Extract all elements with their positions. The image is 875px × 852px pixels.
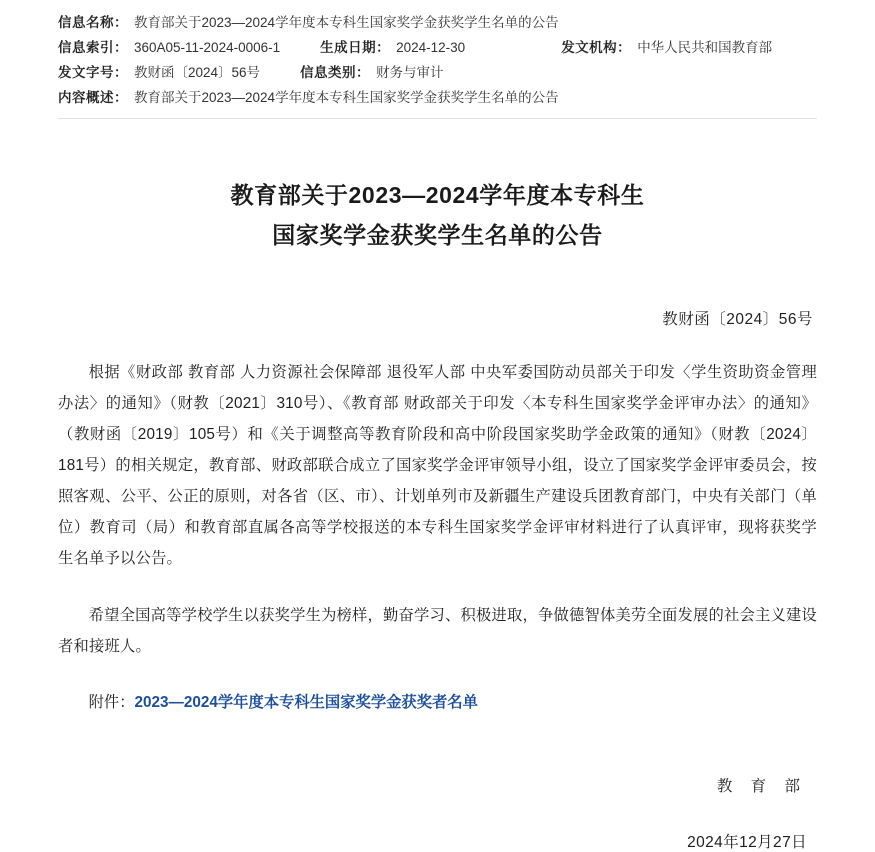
metadata-label-category: 信息类别： [300, 65, 371, 80]
attachment-label: 附件： [88, 694, 135, 711]
metadata-label-doc-number: 发文字号： [58, 65, 128, 80]
metadata-value-doc-number: 教财函〔2024〕56号 [134, 65, 261, 80]
metadata-label-info-name: 信息名称： [58, 15, 128, 30]
metadata-row-index [58, 37, 817, 59]
metadata-label-info-index: 信息索引： [58, 40, 128, 55]
metadata-label-create-date: 生成日期： [320, 40, 391, 55]
metadata-value-create-date: 2024-12-30 [396, 40, 466, 55]
metadata-row-name [58, 12, 817, 34]
metadata-value-category: 财务与审计 [376, 65, 444, 80]
body-paragraph-2: 希望全国高等学校学生以获奖学生为榜样，勤奋学习、积极进取，争做德智体美劳全面发展的社会主义建设者和接班人。 [58, 607, 817, 655]
document-number: 教财函〔2024〕56号 [662, 311, 813, 328]
signature-issuer: 教 育 部 [716, 778, 807, 795]
metadata-value-issuer: 中华人民共和国教育部 [637, 40, 773, 55]
attachment-link[interactable]: 2023—2024学年度本专科生国家奖学金获奖者名单 [134, 694, 478, 711]
page-title-line-1: 教育部关于2023—2024学年度本专科生 [230, 182, 645, 208]
metadata-value-info-name: 教育部关于2023—2024学年度本专科生国家奖学金获奖学生名单的公告 [134, 15, 559, 30]
metadata-label-summary: 内容概述： [58, 90, 128, 105]
metadata-row-summary [58, 87, 817, 109]
attachment-row [0, 688, 875, 718]
metadata-value-summary: 教育部关于2023—2024学年度本专科生国家奖学金获奖学生名单的公告 [134, 90, 559, 105]
metadata-divider [58, 118, 817, 119]
body-paragraph-1: 根据《财政部 教育部 人力资源社会保障部 退役军人部 中央军委国防动员部关于印发〈学生资助资金管理办法〉的通知》（财教〔2021〕310号）、《教育部 财政部关于印发〈本专科生国家奖学金评审办法〉的通知》（教财函〔2019〕105号）和《关于调整高等教育阶段和高中阶段国家奖助学金政策的通知》（财教〔2024〕181号）的相关规定，教育部、财政部联合成立了国家奖学金评审领导小组，设立了国家奖学金评审委员会，按照客观、公平、公正的原则，对各省（区、市）、计划单列市及新疆生产建设兵团教育部门，中央有关部门（单位）教育司（局）和教育部直属各高等学校报送的本专科生国家奖学金评审材料进行了认真评审，现将获奖学生名单予以公告。 [58, 364, 817, 567]
document-body [0, 357, 875, 662]
document-metadata [0, 0, 875, 119]
metadata-row-docnumber [58, 62, 817, 84]
page-title-line-2: 国家奖学金获奖学生名单的公告 [272, 222, 603, 248]
metadata-label-issuer: 发文机构： [561, 40, 632, 55]
page-title [0, 175, 875, 255]
metadata-value-info-index: 360A05-11-2024-0006-1 [134, 40, 281, 55]
signature-date: 2024年12月27日 [687, 834, 807, 851]
